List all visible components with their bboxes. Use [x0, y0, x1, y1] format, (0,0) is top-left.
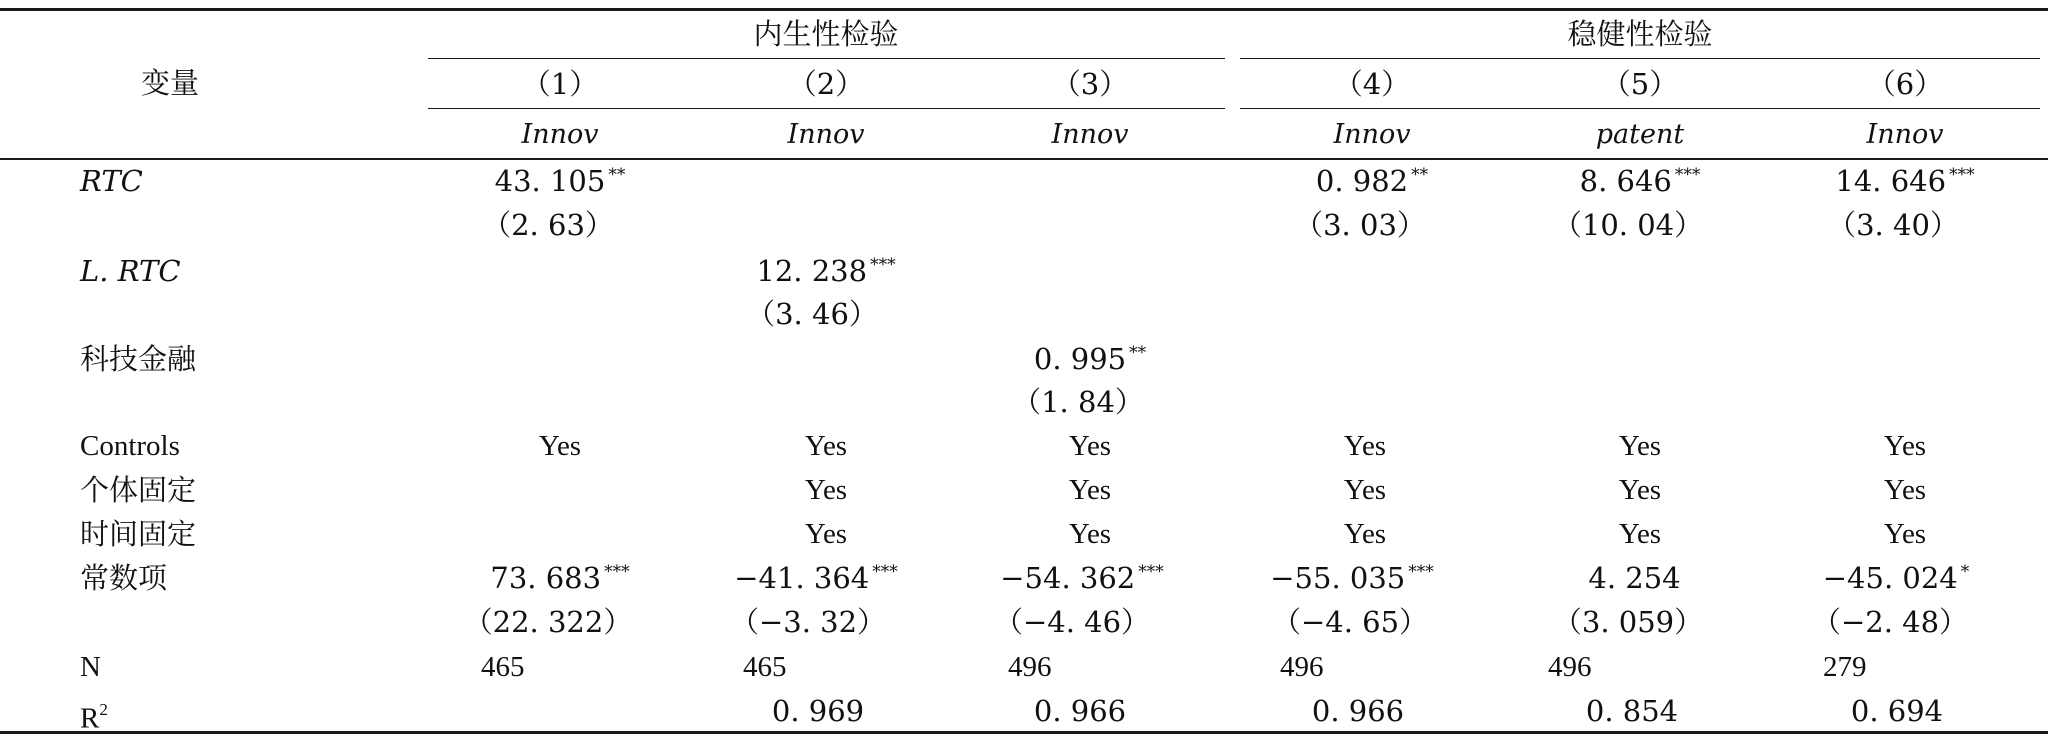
time-fe-cell: Yes: [1618, 518, 1662, 550]
dependent-variable: Innov: [787, 119, 865, 150]
row-label-rtc: RTC: [80, 164, 143, 198]
coef-value: −55. 035: [1270, 561, 1406, 595]
n-cell: 465: [743, 651, 787, 683]
individual-fe-cell: Yes: [1343, 474, 1387, 506]
time-fe-cell: Yes: [1883, 518, 1927, 550]
group1-rule: [428, 58, 1225, 59]
row-label-controls: Controls: [80, 430, 180, 462]
r2-cell: 0. 966: [1033, 694, 1127, 728]
column-number: （4）: [1333, 67, 1411, 101]
significance-stars: ***: [1408, 562, 1434, 582]
t-stat-cell: （2. 63）: [482, 208, 614, 242]
bottom-rule: [0, 731, 2048, 734]
n-cell: 465: [481, 651, 525, 683]
row-label-individual-fe: 个体固定: [80, 473, 197, 507]
coef-cell: [1000, 561, 1164, 598]
coef-cell: [490, 561, 630, 598]
group-endogeneity-header: 内生性检验: [753, 17, 899, 51]
dependent-variable: Innov: [521, 119, 599, 150]
column-number: （1）: [521, 67, 599, 101]
significance-stars: ***: [1674, 165, 1701, 185]
coef-value: 12. 238: [756, 254, 868, 288]
r2-cell: 0. 694: [1850, 694, 1944, 728]
significance-stars: **: [1411, 165, 1429, 185]
variable-header: 变量: [140, 66, 200, 100]
coef-cell: [1588, 561, 1683, 598]
significance-stars: ***: [870, 255, 896, 275]
coef-cell: [1835, 164, 1975, 201]
significance-stars: **: [1129, 343, 1147, 363]
coef-value: −45. 024: [1822, 561, 1958, 595]
coef-cell: [1822, 561, 1970, 598]
coef-value: 4. 254: [1588, 561, 1681, 595]
row-label-lrtc: L. RTC: [80, 254, 181, 288]
column-number: （5）: [1601, 67, 1679, 101]
individual-fe-cell: Yes: [804, 474, 848, 506]
significance-stars: **: [608, 165, 626, 185]
r2-cell: 0. 854: [1585, 694, 1679, 728]
row-label-r2: [80, 697, 108, 734]
time-fe-cell: Yes: [1068, 518, 1112, 550]
coef-cell: [734, 561, 898, 598]
controls-cell: Yes: [538, 430, 582, 462]
r2-cell: 0. 969: [771, 694, 865, 728]
dependent-variable: Innov: [1866, 119, 1944, 150]
n-cell: 496: [1280, 651, 1324, 683]
t-stat-cell: （22. 322）: [463, 605, 633, 639]
n-cell: 279: [1823, 651, 1867, 683]
controls-cell: Yes: [1343, 430, 1387, 462]
t-stat-cell: （−2. 48）: [1811, 605, 1969, 639]
significance-stars: ***: [1949, 165, 1975, 185]
controls-cell: Yes: [1883, 430, 1927, 462]
coef-cell: [1579, 164, 1701, 201]
t-stat-cell: （−3. 32）: [729, 605, 887, 639]
significance-stars: ***: [604, 562, 630, 582]
row-label-constant: 常数项: [80, 561, 168, 595]
t-stat-cell: （−4. 46）: [993, 605, 1151, 639]
coef-cell: [494, 164, 626, 201]
column-number: （2）: [787, 67, 865, 101]
column-number: （3）: [1051, 67, 1129, 101]
controls-cell: Yes: [1068, 430, 1112, 462]
t-stat-cell: （3. 46）: [746, 297, 878, 331]
dependent-variable: Innov: [1051, 119, 1129, 150]
n-cell: 496: [1548, 651, 1592, 683]
t-stat-cell: （3. 40）: [1827, 208, 1959, 242]
n-cell: 496: [1008, 651, 1052, 683]
significance-stars: ***: [872, 562, 898, 582]
individual-fe-cell: Yes: [1618, 474, 1662, 506]
group-robustness-header: 稳健性检验: [1567, 17, 1713, 51]
significance-stars: ***: [1138, 562, 1164, 582]
top-rule: [0, 8, 2048, 11]
controls-cell: Yes: [1618, 430, 1662, 462]
t-stat-cell: （3. 059）: [1552, 605, 1704, 639]
coef-value: −41. 364: [734, 561, 870, 595]
time-fe-cell: Yes: [1343, 518, 1387, 550]
time-fe-cell: Yes: [804, 518, 848, 550]
column-number-rule-2: [1240, 108, 2040, 109]
coef-value: 0. 982: [1315, 164, 1409, 198]
coef-value: 14. 646: [1835, 164, 1947, 198]
controls-cell: Yes: [804, 430, 848, 462]
individual-fe-cell: Yes: [1068, 474, 1112, 506]
t-stat-cell: （10. 04）: [1552, 208, 1704, 242]
row-label-fintech: 科技金融: [80, 342, 197, 376]
coef-cell: [756, 254, 896, 291]
coef-value: 0. 995: [1033, 342, 1127, 376]
coef-value: −54. 362: [1000, 561, 1136, 595]
coef-value: 43. 105: [494, 164, 606, 198]
t-stat-cell: （−4. 65）: [1271, 605, 1429, 639]
r2-label-superscript: 2: [99, 700, 108, 719]
header-bottom-rule: [0, 158, 2048, 160]
column-number-rule: [428, 108, 1225, 109]
group2-rule: [1240, 58, 2040, 59]
coef-value: 73. 683: [490, 561, 602, 595]
row-label-n: N: [80, 651, 101, 683]
coef-cell: [1315, 164, 1429, 201]
dependent-variable: Innov: [1333, 119, 1411, 150]
coef-cell: [1270, 561, 1434, 598]
t-stat-cell: （1. 84）: [1012, 385, 1144, 419]
column-number: （6）: [1866, 67, 1944, 101]
coef-cell: [1033, 342, 1147, 379]
individual-fe-cell: Yes: [1883, 474, 1927, 506]
significance-stars: *: [1960, 562, 1970, 582]
dependent-variable: patent: [1595, 119, 1685, 150]
row-label-time-fe: 时间固定: [80, 517, 197, 551]
coef-value: 8. 646: [1579, 164, 1672, 198]
t-stat-cell: （3. 03）: [1294, 208, 1426, 242]
r2-label-text: R: [80, 702, 100, 735]
r2-cell: 0. 966: [1311, 694, 1405, 728]
